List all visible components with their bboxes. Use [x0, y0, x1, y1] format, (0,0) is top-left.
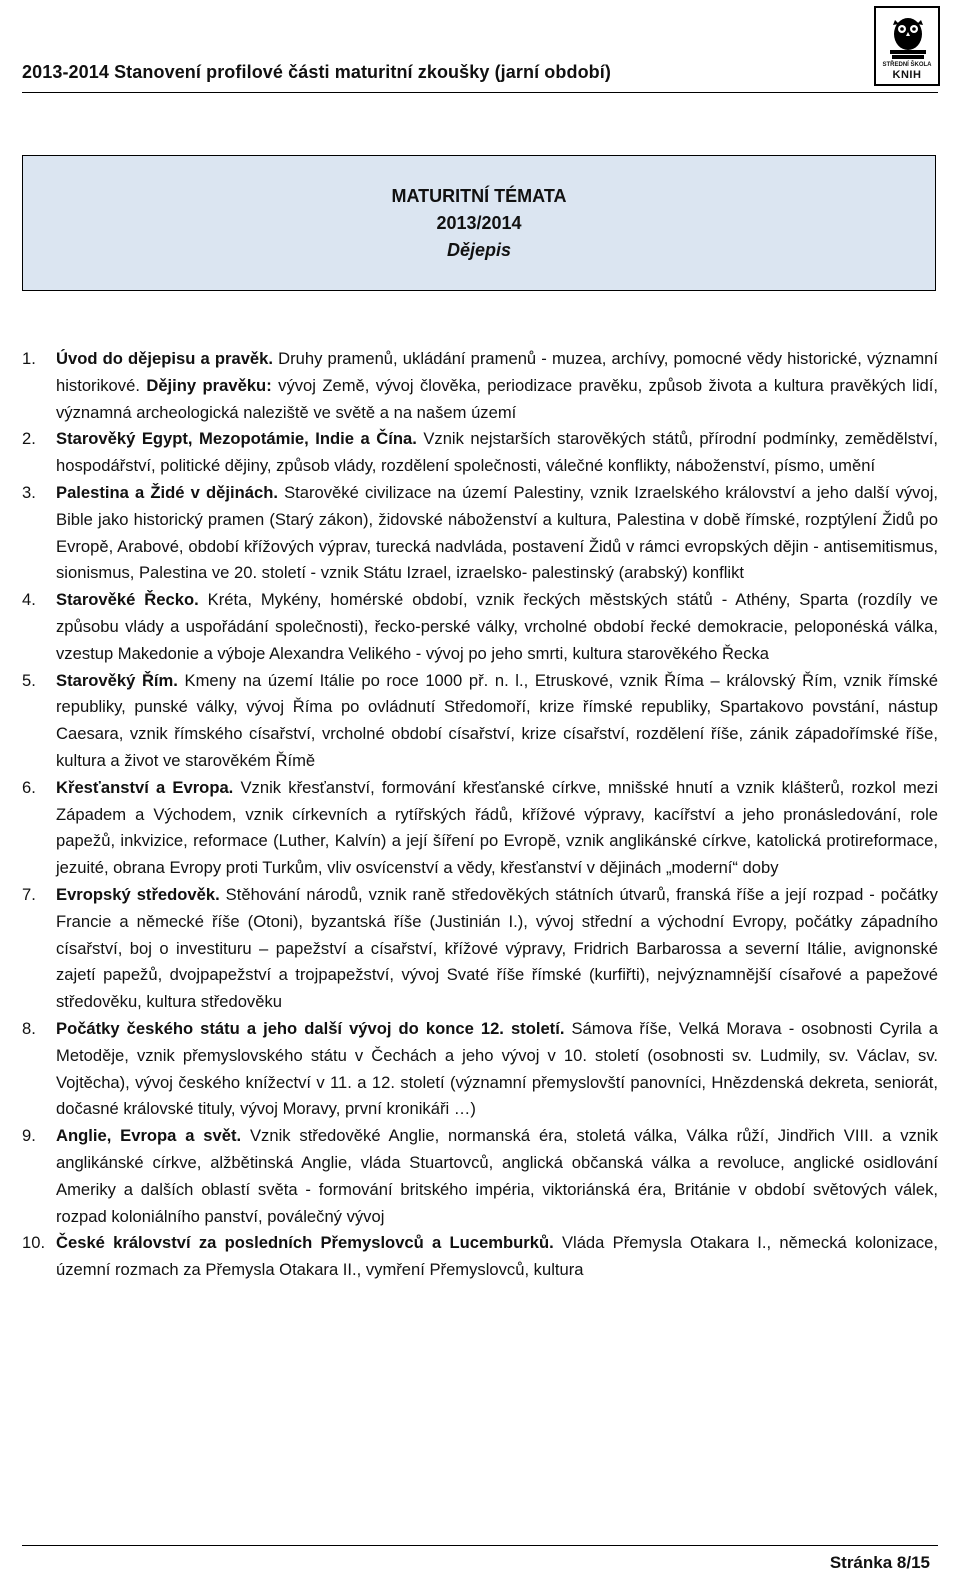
item-body	[56, 882, 938, 1016]
item-title: Počátky českého státu a jeho další vývoj do konce 12. století.	[56, 1018, 565, 1038]
item-subtitle: Dějiny pravěku:	[146, 375, 272, 395]
item-title: Evropský středověk.	[56, 884, 220, 904]
footer-divider	[22, 1545, 938, 1546]
item-body	[56, 1230, 938, 1284]
item-text: Kréta, Mykény, homérské období, vznik řeckých městských států - Athény, Sparta (rozdíly ve způsobu vlády a uspořádání společnosti), řecko-perské války, vrcholné období řecké demokracie, peloponéská válka, vzestup Makedonie a výboje Alexandra Velikého - vývoj po jeho smrti, kultura starověkého Řecka	[56, 590, 939, 663]
item-title: Úvod do dějepisu a pravěk.	[56, 349, 273, 368]
item-number: 4.	[22, 590, 36, 610]
list-item	[22, 882, 938, 1016]
document-header-title: 2013-2014 Stanovení profilové části maturitní zkoušky (jarní období)	[22, 62, 611, 82]
item-text: Starověké civilizace na území Palestiny, vznik Izraelského království a jeho další vývoj, Bible jako historický pramen (Starý zákon), židovské náboženství a kultura, Palestina v době římské, rozptýlení Židů po Evropě, Arabové, období křížových výprav, turecká nadvláda, postavení Židů v rámci evropských dějin - antisemitismus, sionismus, Palestina ve 20. století - vznik Státu Izrael, izraelsko- palestinský (arabský) konflikt	[56, 482, 938, 583]
item-text: Sámova říše, Velká Morava - osobnosti Cyrila a Metoděje, vznik přemyslovského státu v Čechách a jeho vývoj v 10. století (osobnosti sv. Ludmily, sv. Václav, sv. Vojtěcha), vývoj českého knížectví v 11. a 12. století (významní přemyslovští panovníci, Hnězdenská dekreta, seniorát, dočasné královské tituly, vývoj Moravy, první kronikáři …)	[56, 1018, 938, 1119]
item-title: Anglie, Evropa a svět.	[56, 1126, 242, 1146]
logo-school-text: STŘEDNÍ ŠKOLA	[882, 62, 932, 68]
list-item	[22, 775, 938, 882]
item-number: 6.	[22, 777, 36, 797]
logo-name-text: KNIH	[892, 69, 922, 81]
item-title: Křesťanství a Evropa.	[56, 777, 234, 797]
topic-list	[22, 346, 938, 1284]
item-text: Druhy pramenů, ukládání pramenů - muzea, archívy, pomocné vědy historické, významní historikové.	[56, 349, 938, 395]
title-line-2: 2013/2014	[436, 212, 522, 233]
item-text: Kmeny na území Itálie po roce 1000 př. n. l., Etruskové, vznik Říma – královský Řím, vznik římské republiky, punské války, vývoj Říma po ovládnutí Středomoří, krize římské republiky, Spartakovo povstání, nástup Caesara, vznik římského císařství, vrcholné období císařství, krize císařství, rozdělení říše, zánik západořímské říše, kultura a život ve starověkém Římě	[56, 670, 938, 770]
list-item	[22, 480, 938, 587]
header-divider	[22, 92, 938, 93]
item-body	[56, 587, 938, 667]
item-number: 3.	[22, 482, 36, 502]
item-text: Vznik středověké Anglie, normanská éra, stoletá válka, Válka růží, Jindřich VIII. a vznik anglikánské církve, alžbětinská Anglie, vláda Stuartovců, anglická občanská válka a revoluce, anglické osidlování Ameriky a dalších oblastí světa - formování britského impéria, viktoriánská éra, Británie v období světových válek, rozpad koloniálního panství, poválečný vývoj	[56, 1126, 939, 1226]
item-body	[56, 426, 938, 480]
title-box	[22, 155, 936, 291]
item-body	[56, 480, 938, 587]
item-text: Vznik nejstarších starověkých států, přírodní podmínky, zemědělství, hospodářství, politické dějiny, způsob vlády, rozdělení společnosti, válečné konflikty, náboženství, písmo, umění	[56, 429, 938, 476]
item-number: 9.	[22, 1126, 36, 1146]
item-title: České království za posledních Přemyslovců a Lucemburků.	[56, 1233, 554, 1253]
item-title: Starověké Řecko.	[56, 590, 199, 610]
list-item	[22, 587, 938, 667]
item-number: 2.	[22, 429, 36, 449]
item-body	[56, 1123, 938, 1230]
list-item	[22, 426, 938, 480]
title-line-1: MATURITNÍ TÉMATA	[391, 185, 567, 206]
school-logo	[874, 6, 940, 86]
title-line-3: Dějepis	[446, 239, 512, 260]
item-text: Stěhování národů, vznik raně středověkých státních útvarů, franská říše a její rozpad - počátky Francie a německé říše (Otoni), byzantská říše (Justinián I.), vývoj střední a východní Evropy, počátky západního císařství, boj o investituru – papežství a císařství, křížové výpravy, Fridrich Barbarossa a severní Itálie, avignonské zajetí papežů, dvojpapežství a trojpapežství, vývoj Svaté říše římské (kurfiřti), nejvýznamnější císařové a papežové středověku, kultura středověku	[56, 884, 938, 1012]
item-body	[56, 1016, 938, 1123]
owl-icon	[884, 14, 932, 66]
item-number: 7.	[22, 884, 36, 904]
item-body	[56, 346, 938, 426]
item-title: Palestina a Židé v dějinách.	[56, 482, 278, 502]
list-item	[22, 668, 938, 775]
item-body	[56, 668, 938, 775]
page-number: Stránka 8/15	[829, 1553, 930, 1572]
item-title: Starověký Řím.	[56, 670, 178, 690]
item-number: 8.	[22, 1018, 36, 1038]
item-title: Starověký Egypt, Mezopotámie, Indie a Čína.	[56, 429, 417, 449]
list-item	[22, 1123, 938, 1230]
list-item	[22, 1230, 938, 1284]
item-text-2: vývoj Země, vývoj člověka, periodizace pravěku, způsob života a kultura pravěkých lidí, významná archeologická naleziště ve světě a na našem území	[56, 375, 939, 422]
list-item	[22, 1016, 938, 1123]
item-number: 10.	[22, 1233, 46, 1253]
list-item	[22, 346, 938, 426]
item-text: Vznik křesťanství, formování křesťanské církve, mnišské hnutí a vznik klášterů, rozkol mezi Západem a Východem, vznik církevních a rytířských řádů, křížové výpravy, kacířství a jeho pronásledování, role papežů, inkvizice, reformace (Luther, Kalvín) a její šíření po Evropě, vznik anglikánské církve, katolická protireformace, jezuité, obrana Evropy proti Turkům, vliv osvícenství a vědy, křesťanství v dějinách „moderní“ doby	[56, 777, 938, 878]
item-text: Vláda Přemysla Otakara I., německá kolonizace, územní rozmach za Přemysla Otakara II., vymření Přemyslovců, kultura	[56, 1233, 938, 1280]
item-number: 5.	[22, 670, 36, 690]
item-number: 1.	[22, 349, 36, 368]
item-body	[56, 775, 938, 882]
